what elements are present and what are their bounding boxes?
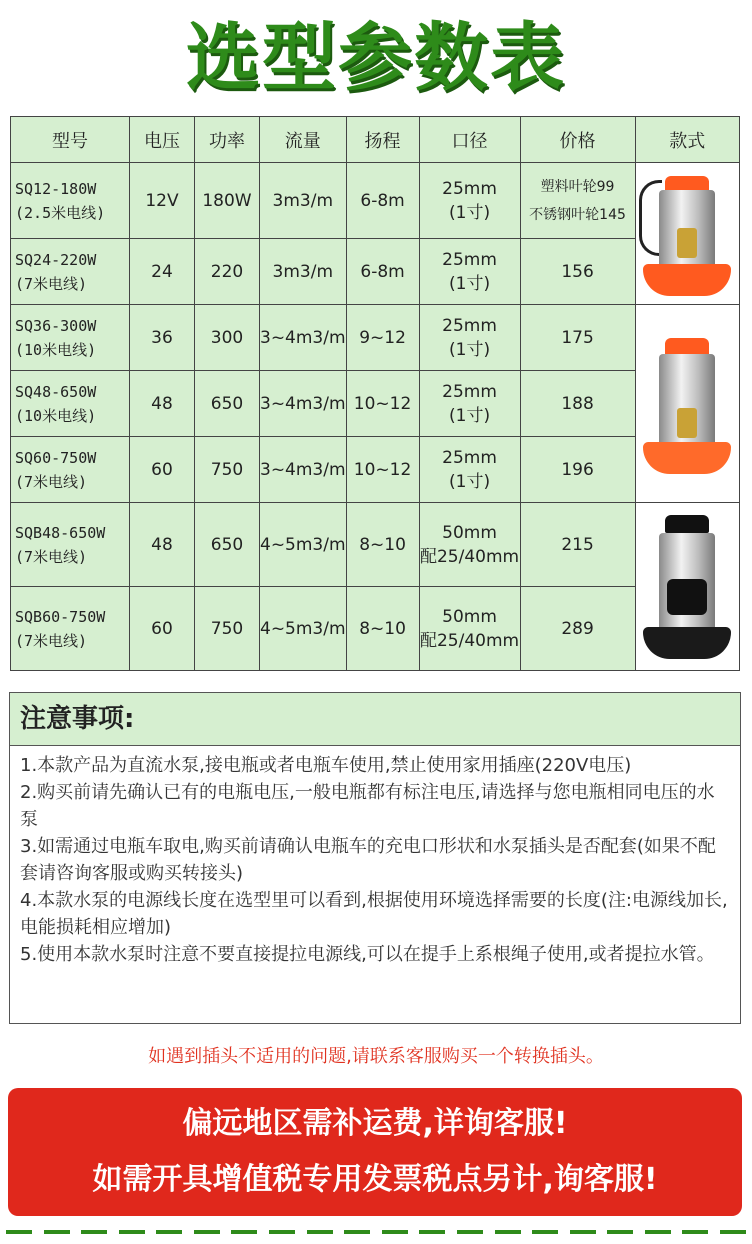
- header-head: 扬程: [346, 117, 419, 163]
- voltage-cell: 48: [130, 503, 195, 587]
- header-model: 型号: [11, 117, 130, 163]
- model-name: SQ12-180W: [15, 179, 97, 198]
- cable-length: (10米电线): [15, 340, 97, 359]
- bore-size: 50mm: [442, 606, 497, 627]
- pump-image-steel: [635, 305, 739, 503]
- power-cell: 300: [195, 305, 260, 371]
- model-cell: [11, 163, 130, 239]
- price-cell: 156: [520, 239, 635, 305]
- bore-inch: (1寸): [449, 471, 491, 492]
- power-cell: 750: [195, 587, 260, 671]
- table-row: [11, 305, 740, 371]
- table-row: [11, 503, 740, 587]
- pump-black-icon: [637, 509, 737, 665]
- notice-item: 2.购买前请先确认已有的电瓶电压,一般电瓶都有标注电压,请选择与您电瓶相同电压的水泵: [20, 782, 715, 830]
- flow-cell: 3~4m3/m: [260, 305, 347, 371]
- flow-cell: 3~4m3/m: [260, 371, 347, 437]
- spec-table: [10, 116, 740, 671]
- bore-size: 25mm: [442, 447, 497, 468]
- bore-cell: [419, 437, 520, 503]
- table-row: [11, 163, 740, 239]
- voltage-cell: 60: [130, 587, 195, 671]
- power-cell: 650: [195, 503, 260, 587]
- pump-image-black: [635, 503, 739, 671]
- model-name: SQB60-750W: [15, 607, 106, 626]
- notice-item: 4.本款水泵的电源线长度在选型里可以看到,根据使用环境选择需要的长度(注:电源线加长,电能损耗相应增加): [20, 890, 728, 938]
- head-cell: 8~10: [346, 587, 419, 671]
- cable-length: (2.5米电线): [15, 203, 106, 222]
- cable-length: (7米电线): [15, 631, 88, 650]
- head-cell: 6-8m: [346, 163, 419, 239]
- bore-cell: [419, 587, 520, 671]
- power-cell: 180W: [195, 163, 260, 239]
- cable-length: (7米电线): [15, 274, 88, 293]
- notice-box: [9, 692, 741, 1024]
- flow-cell: 3~4m3/m: [260, 437, 347, 503]
- voltage-cell: 12V: [130, 163, 195, 239]
- power-cell: 650: [195, 371, 260, 437]
- price-cell: 289: [520, 587, 635, 671]
- plug-adapter-note: 如遇到插头不适用的问题,请联系客服购买一个转换插头。: [148, 1046, 604, 1067]
- header-power: 功率: [195, 117, 260, 163]
- bore-inch: (1寸): [449, 339, 491, 360]
- flow-cell: 4~5m3/m: [260, 587, 347, 671]
- header-style: 款式: [635, 117, 739, 163]
- price-cell: 175: [520, 305, 635, 371]
- bottom-divider: [0, 1230, 752, 1234]
- banner-line-invoice: 如需开具增值税专用发票税点另计,询客服!: [92, 1162, 658, 1197]
- notice-list: [10, 746, 740, 968]
- header-price: 价格: [520, 117, 635, 163]
- head-cell: 10~12: [346, 371, 419, 437]
- cable-length: (10米电线): [15, 406, 97, 425]
- flow-cell: 4~5m3/m: [260, 503, 347, 587]
- cable-length: (7米电线): [15, 547, 88, 566]
- bore-size: 25mm: [442, 178, 497, 199]
- notice-title: 注意事项:: [10, 693, 740, 746]
- price-cell: 188: [520, 371, 635, 437]
- bore-cell: [419, 371, 520, 437]
- model-name: SQ48-650W: [15, 382, 97, 401]
- bore-fitting: 配25/40mm: [419, 630, 520, 651]
- header-flow: 流量: [260, 117, 347, 163]
- power-cell: 750: [195, 437, 260, 503]
- power-cell: 220: [195, 239, 260, 305]
- bore-cell: [419, 503, 520, 587]
- table-row: [11, 437, 740, 503]
- model-cell: [11, 305, 130, 371]
- bore-inch: (1寸): [449, 202, 491, 223]
- table-row: [11, 371, 740, 437]
- bore-cell: [419, 239, 520, 305]
- bore-size: 50mm: [442, 522, 497, 543]
- bore-size: 25mm: [442, 249, 497, 270]
- pump-steel-icon: [637, 324, 737, 484]
- head-cell: 8~10: [346, 503, 419, 587]
- bore-fitting: 配25/40mm: [419, 546, 520, 567]
- notice-item: 3.如需通过电瓶车取电,购买前请确认电瓶车的充电口形状和水泵插头是否配套(如果不配套请咨询客服或购买转接头): [20, 836, 716, 884]
- voltage-cell: 48: [130, 371, 195, 437]
- bore-cell: [419, 305, 520, 371]
- pump-image-orange: [635, 163, 739, 305]
- header-voltage: 电压: [130, 117, 195, 163]
- model-cell: [11, 239, 130, 305]
- voltage-cell: 24: [130, 239, 195, 305]
- head-cell: 9~12: [346, 305, 419, 371]
- table-row: [11, 587, 740, 671]
- price-plastic: 塑料叶轮99: [540, 178, 615, 195]
- page-title: 选型参数表: [186, 15, 566, 101]
- header-bore: 口径: [419, 117, 520, 163]
- voltage-cell: 36: [130, 305, 195, 371]
- flow-cell: 3m3/m: [260, 239, 347, 305]
- bore-size: 25mm: [442, 381, 497, 402]
- price-cell: 215: [520, 503, 635, 587]
- flow-cell: 3m3/m: [260, 163, 347, 239]
- model-name: SQ36-300W: [15, 316, 97, 335]
- shipping-banner: [8, 1088, 742, 1216]
- model-cell: [11, 503, 130, 587]
- model-name: SQB48-650W: [15, 523, 106, 542]
- head-cell: 10~12: [346, 437, 419, 503]
- table-row: [11, 239, 740, 305]
- model-name: SQ24-220W: [15, 250, 97, 269]
- price-cell: 196: [520, 437, 635, 503]
- voltage-cell: 60: [130, 437, 195, 503]
- bore-inch: (1寸): [449, 273, 491, 294]
- table-header-row: [11, 117, 740, 163]
- pump-orange-icon: [637, 168, 737, 300]
- bore-size: 25mm: [442, 315, 497, 336]
- model-cell: [11, 587, 130, 671]
- model-cell: [11, 437, 130, 503]
- cable-length: (7米电线): [15, 472, 88, 491]
- bore-inch: (1寸): [449, 405, 491, 426]
- bore-cell: [419, 163, 520, 239]
- price-cell: [520, 163, 635, 239]
- head-cell: 6-8m: [346, 239, 419, 305]
- notice-item: 1.本款产品为直流水泵,接电瓶或者电瓶车使用,禁止使用家用插座(220V电压): [20, 755, 632, 776]
- banner-line-shipping: 偏远地区需补运费,详询客服!: [182, 1106, 568, 1141]
- model-name: SQ60-750W: [15, 448, 97, 467]
- notice-item: 5.使用本款水泵时注意不要直接提拉电源线,可以在提手上系根绳子使用,或者提拉水管。: [20, 944, 715, 965]
- price-steel: 不锈钢叶轮145: [529, 206, 626, 223]
- model-cell: [11, 371, 130, 437]
